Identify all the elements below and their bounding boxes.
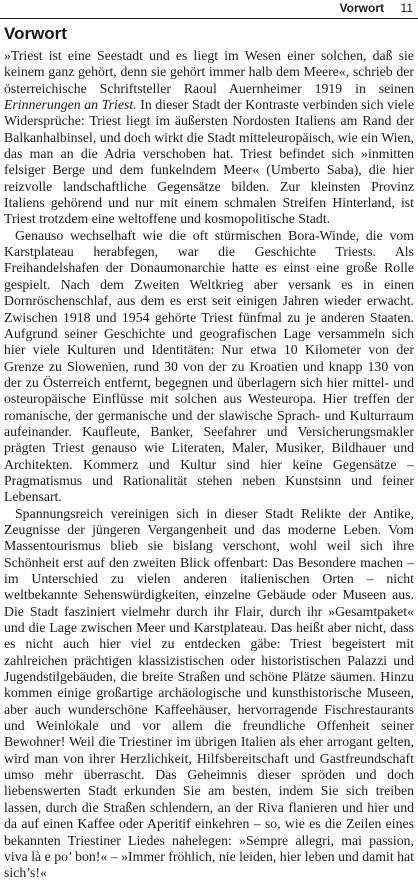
body-text xyxy=(4,48,414,882)
paragraph-1-text-a: »Triest ist eine Seestadt und es liegt im Wesen einer solchen, daß sie keinem ganz gehört, denn sie gehört immer halb dem Meere«, schrieb der österreichische Schriftsteller Raoul Auernheimer 1919 in seinen xyxy=(4,48,414,96)
paragraph-3: Spannungsreich vereinigen sich in dieser Stadt Relikte der Antike, Zeugnisse der jüngeren Vergangenheit und das moderne Leben. Vom Massentourismus blieb sie bislang verschont, wohl weil sich ihre Schönheit erst auf den zweiten Blick offenbart: Das Besondere machen – im Unterschied zu vielen anderen italienischen Orten – nicht weltbekannte Sehenswürdigkeiten, einzelne Gebäude oder Museen aus. Die Stadt fasziniert vielmehr durch ihr Flair, durch ihr »Gesamtpaket« und die Lage zwischen Meer und Karstplateau. Das heißt aber nicht, dass es nicht auch hier viel zu entdecken gäbe: Triest begeistert mit zahlreichen prächtigen klassizistischen oder historistischen Palazzi und Jugendstilgebäuden, die breite Straßen und schöne Plätze säumen. Hinzu kommen einige großartige archäologische und kunsthistorische Museen, aber auch wunderschöne Kaffeehäuser, hervorragende Fischrestaurants und Weinlokale und vor allem die freundliche Offenheit seiner Bewohner! Weil die Triestiner im übrigen Italien als eher arrogant gelten, wird man von ihrer Herzlichkeit, Hilfsbereitschaft und Gastfreundschaft umso mehr überrascht. Das Geheimnis dieser spröden und doch liebenswerten Stadt erkunden Sie am besten, indem Sie sich treiben lassen, durch die Straßen schlendern, an der Riva flanieren und hier und da auf einen Kaffee oder Aperitif einkehren – so, wie es die Zeilen eines bekannten Triestiner Liedes nahelegen: »Sempre allegri, mai passion, viva là e po’ bon!« – »Immer fröhlich, nie leiden, hier leben und damit hat sich’s!« xyxy=(4,505,414,881)
running-head: Vorwort xyxy=(339,1,384,15)
paragraph-1-text-b: In dieser Stadt der Kontraste verbinden sich viele Widersprüche: Triest liegt im äußersten Nordosten Italiens am Rand der Balkanhalbinsel, und doch wirkt die Stadt mitteleuropäisch, wie ein Wien, das man an die Adria verschoben hat. Triest befindet sich »inmitten felsiger Berge und dem funkelndem Meer« (Umberto Saba), die hier reizvolle landschaftliche Gegensätze bilden. Zur kleinsten Provinz Italiens gehörend und nur mit einem schmalen Streifen Hinterland, ist Triest trotzdem eine weltoffene und kosmopolitische Stadt. xyxy=(4,97,414,227)
paragraph-2: Genauso wechselhaft wie die oft stürmischen Bora-Winde, die vom Karstplateau herabfegen, war die Geschichte Triests. Als Freihandelshafen der Donaumonarchie hatte es einst eine große Rolle gespielt. Nach dem Zweiten Weltkrieg aber versank es in einen Dornröschenschlaf, aus dem es erst seit einigen Jahren wieder erwacht. Zwischen 1918 und 1954 gehörte Triest fünfmal zu je anderen Staaten. Aufgrund seiner Geschichte und geografischen Lage versammeln sich hier viele Kulturen und Identitäten: Nur etwa 10 Kilometer von der Grenze zu Slowenien, rund 30 von der zu Kroatien und knapp 130 von der zu Österreich entfernt, begegnen und überlagern sich hier mittel- und osteuropäische Einflüsse mit solchen aus Westeuropa. Hier treffen der romanische, der germanische und der slawische Sprach- und Kulturraum aufeinander. Kaufleute, Banker, Seefahrer und Versicherungsmakler prägten Triest genauso wie Literaten, Maler, Musiker, Bildhauer und Architekten. Kommerz und Kultur sind hier keine Gegensätze – Pragmatismus und Rationalität stehen neben Kunstsinn und feiner Lebensart. xyxy=(4,227,414,505)
page-header xyxy=(0,0,418,22)
book-title-italic: Erinnerungen an Triest. xyxy=(4,97,137,113)
header-rule xyxy=(0,18,418,19)
page-number: 11 xyxy=(400,1,413,15)
paragraph-1 xyxy=(4,48,414,228)
chapter-title: Vorwort xyxy=(4,24,67,43)
